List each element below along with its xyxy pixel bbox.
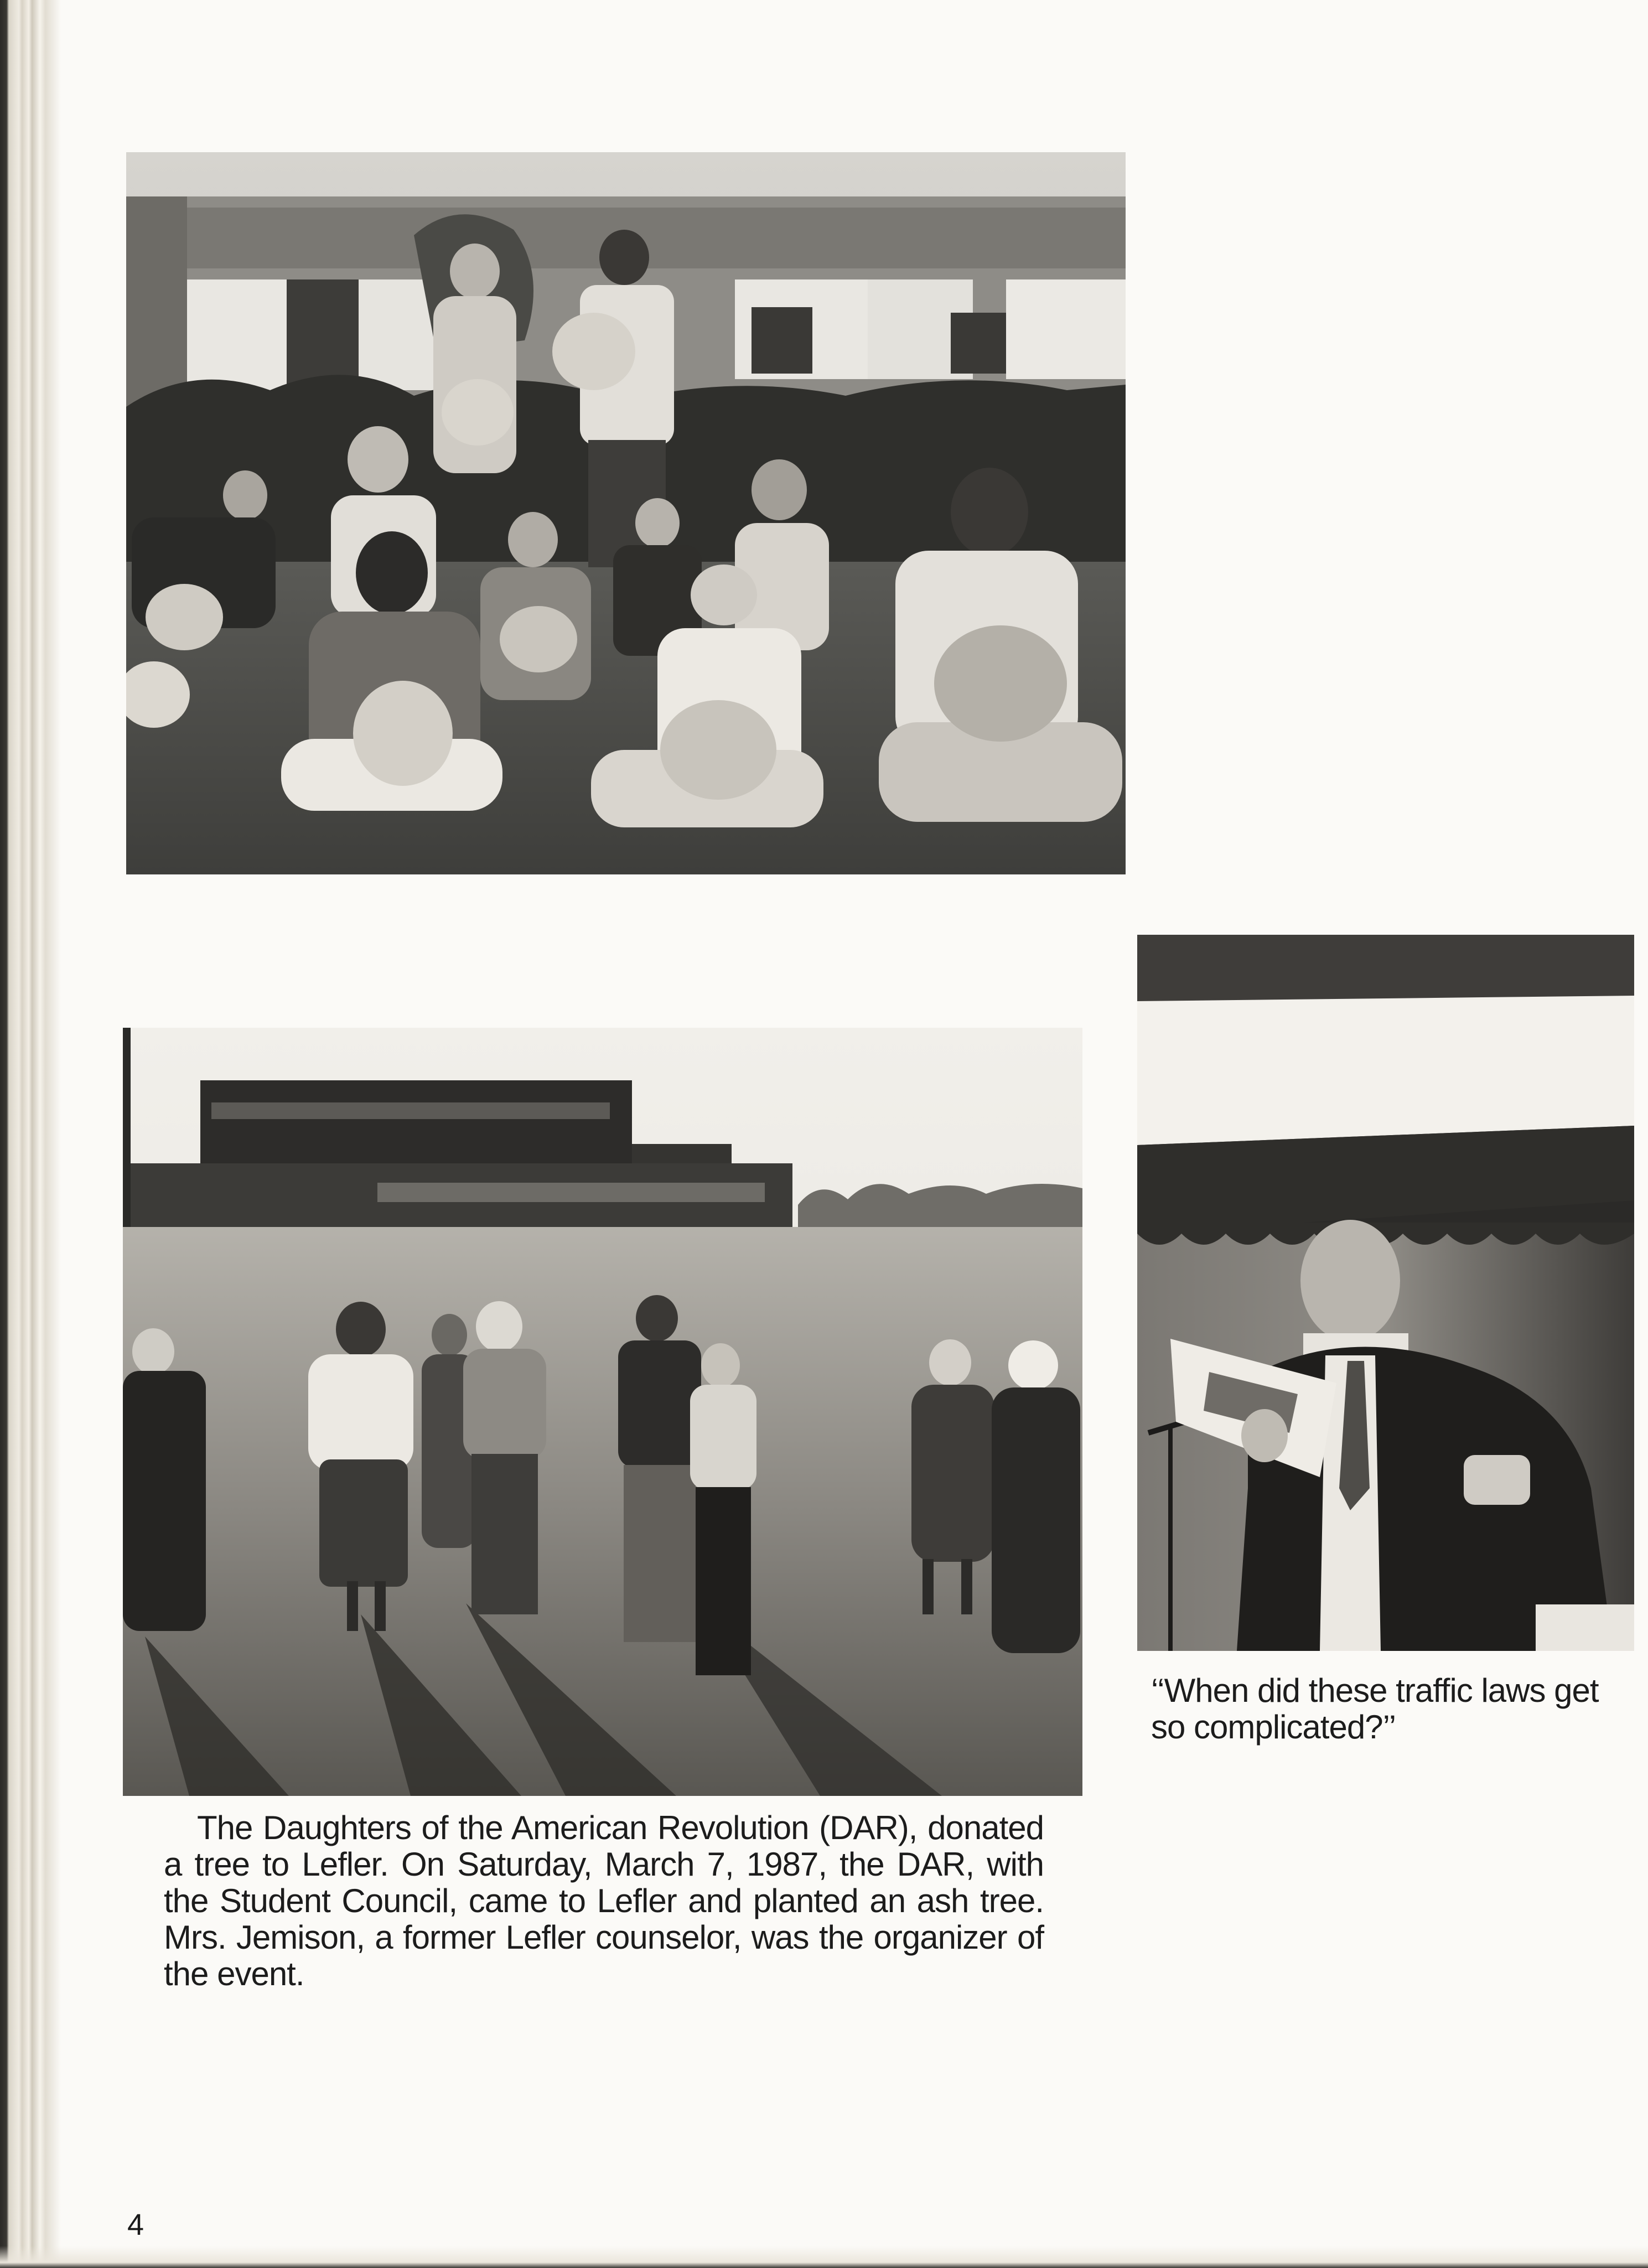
dar-tree-caption: The Daughters of the American Revolution (DAR), donated a tree to Lefler. On Saturday, March 7, 1987, the DAR, with the Student Council, came to Lefler and planted an ash tree. Mrs. Jemison, a former Lefler counselor, was the organizer of the event.	[164, 1809, 1044, 1992]
book-page-bottom-edge	[0, 2246, 1648, 2268]
pumpkins-photo-illustration	[126, 152, 1126, 874]
speaker-reading-photo	[1137, 935, 1634, 1651]
speaker-photo-illustration	[1137, 935, 1634, 1651]
tree-planting-photo	[123, 1028, 1082, 1796]
tree-planting-photo-illustration	[123, 1028, 1082, 1796]
book-page-edge	[0, 0, 61, 2268]
speaker-quote-caption: ‘‘When did these traffic laws get so complicated?’’	[1151, 1672, 1599, 1746]
pumpkins-group-photo	[126, 152, 1126, 874]
page-number: 4	[127, 2208, 144, 2241]
